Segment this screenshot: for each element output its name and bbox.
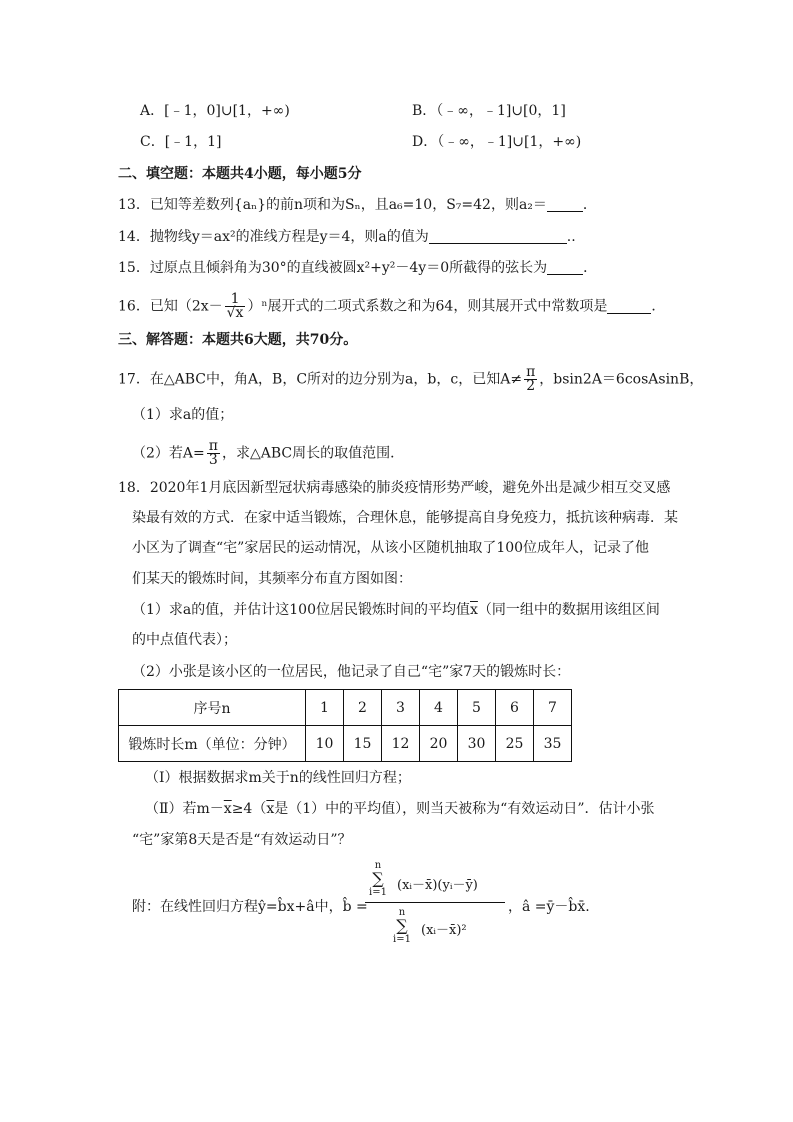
question-13-end: ． — [582, 197, 597, 213]
option-a: A．[﹣1，0]∪[1，+∞) — [140, 103, 290, 119]
table-cell: 3 — [382, 690, 420, 726]
question-17-part-2 — [132, 440, 404, 467]
table-cell: 7 — [534, 690, 572, 726]
fraction — [207, 440, 220, 467]
sum-upper: n — [374, 860, 382, 871]
question-16-text: 16．已知（2x－ — [118, 298, 223, 315]
note-text: 附：在线性回归方程 — [132, 899, 258, 915]
question-17-text: 17．在△ABC中，角A，B，C所对的边分别为a，b，c，已知A≠ — [118, 371, 523, 388]
row-header-index: 序号n — [119, 690, 306, 726]
option-b: B．（﹣∞，﹣1]∪[0，1] — [412, 103, 566, 119]
question-18-line-1: 18．2020年1月底因新型冠状病毒感染的肺炎疫情形势严峻，避免外出是减少相互交叉感 — [118, 480, 671, 496]
sum-upper: n — [398, 907, 406, 918]
table-cell: 2 — [344, 690, 382, 726]
table-cell: 12 — [382, 726, 420, 762]
fraction — [524, 366, 537, 393]
table-cell: 5 — [458, 690, 496, 726]
row-header-minutes: 锻炼时长m（单位：分钟） — [119, 726, 306, 762]
table-cell: 6 — [496, 690, 534, 726]
table-cell: 25 — [496, 726, 534, 762]
fraction-numerator: π — [526, 364, 536, 380]
exercise-data-table — [118, 689, 572, 762]
question-14 — [118, 227, 576, 247]
note-b-hat: 中，b̂ = — [314, 899, 368, 915]
x-bar: $\overline{x}$ — [469, 602, 478, 618]
x-bar: $\overline{x}$ — [223, 801, 232, 817]
table-cell: 15 — [344, 726, 382, 762]
answer-blank — [429, 229, 567, 244]
question-17-part-2-end: ，求△ABC周长的取值范围． — [221, 445, 405, 462]
question-14-end: .. — [566, 229, 576, 245]
question-16-end: ． — [651, 298, 666, 315]
x-bar: $\overline{x}$ — [266, 801, 275, 817]
answer-blank — [547, 260, 583, 275]
sub-ii-text-cont: ≥4（ — [231, 801, 267, 817]
denominator-expression: (xᵢ－x̄)² — [421, 923, 467, 938]
regression-note — [132, 897, 368, 917]
part-1-text-cont: （同一组中的数据用该组区间 — [477, 602, 660, 618]
question-18-part-1 — [132, 600, 660, 620]
fraction-denominator: 3 — [208, 452, 218, 468]
regression-equation: ŷ=b̂x+â — [258, 899, 315, 915]
question-17-part-1: （1）求a的值； — [132, 407, 234, 423]
question-15-text: 15．过原点且倾斜角为30°的直线被圆x²+y²－4y＝0所截得的弦长为 — [118, 260, 548, 276]
numerator-expression: (xᵢ－x̄)(yᵢ－ȳ) — [397, 878, 478, 893]
fraction-denominator: 2 — [526, 378, 536, 394]
b-hat-fraction — [365, 860, 505, 947]
option-c: C．[﹣1，1] — [140, 134, 222, 150]
question-15-end: ． — [583, 260, 598, 276]
question-18-sub-i: （Ⅰ）根据数据求m关于n的线性回归方程； — [145, 770, 411, 786]
question-18-line-2: 染最有效的方式．在家中适当锻炼，合理休息，能够提高自身免疫力，抵抗该种病毒．某 — [132, 510, 678, 526]
fraction-denominator — [365, 903, 505, 947]
table-cell: 35 — [534, 726, 572, 762]
table-cell: 4 — [420, 690, 458, 726]
question-18-line-3: 小区为了调查“宅”家居民的运动情况，从该小区随机抽取了100位成年人，记录了他 — [132, 540, 650, 556]
summation-icon: n ∑ i=1 — [369, 860, 387, 898]
sum-lower: i=1 — [393, 934, 411, 945]
sub-ii-text-end: 是（1）中的平均值），则当天被称为“有效运动日”．估计小张 — [274, 801, 655, 817]
question-15 — [118, 258, 597, 278]
question-18-part-1-cont: 的中点值代表）； — [132, 632, 237, 648]
sub-ii-text: （Ⅱ）若m－ — [145, 801, 224, 817]
question-13-text: 13．已知等差数列{aₙ}的前n项和为Sₙ，且a₆=10，S₇=42，则a₂＝ — [118, 197, 547, 213]
part-1-text: （1）求a的值，并估计这100位居民锻炼时间的平均值 — [132, 602, 470, 618]
question-17-cond: ，bsin2A＝6cosAsinB， — [539, 371, 704, 388]
fraction-numerator — [365, 860, 505, 900]
table-row — [119, 690, 572, 726]
question-18-sub-ii-cont: “宅”家第8天是否是“有效运动日”？ — [132, 832, 352, 848]
section-heading-solutions: 三、解答题：本题共6大题，共70分。 — [118, 332, 358, 348]
question-16 — [118, 293, 665, 320]
fraction-numerator: π — [208, 438, 218, 454]
fraction-denominator: √x — [226, 305, 244, 321]
question-17 — [118, 366, 703, 393]
question-13 — [118, 195, 597, 215]
question-16-body: ）ⁿ展开式的二项式系数之和为64，则其展开式中常数项是 — [247, 298, 608, 315]
summation-icon: n ∑ i=1 — [393, 907, 411, 945]
table-cell: 20 — [420, 726, 458, 762]
table-cell: 1 — [306, 690, 344, 726]
table-cell: 10 — [306, 726, 344, 762]
section-heading-fill-in: 二、填空题：本题共4小题，每小题5分 — [118, 166, 362, 182]
fraction-numerator: 1 — [225, 293, 246, 307]
question-18-sub-ii — [145, 799, 654, 819]
option-d: D．（﹣∞，﹣1]∪[1，+∞) — [412, 134, 582, 150]
answer-blank — [547, 197, 583, 212]
question-18-line-4: 们某天的锻炼时间，其频率分布直方图如图： — [132, 571, 412, 587]
table-cell: 30 — [458, 726, 496, 762]
answer-blank — [607, 299, 651, 314]
question-14-text: 14．抛物线y＝ax²的准线方程是y＝4，则a的值为 — [118, 229, 429, 245]
question-18-part-2: （2）小张是该小区的一位居民，他记录了自己“宅”家7天的锻炼时长： — [132, 664, 571, 680]
fraction — [225, 293, 246, 320]
a-hat-formula: ，â =ȳ－b̂x̄. — [508, 899, 590, 915]
question-17-part-2-text: （2）若A= — [132, 445, 205, 462]
table-row — [119, 726, 572, 762]
sum-lower: i=1 — [369, 887, 387, 898]
